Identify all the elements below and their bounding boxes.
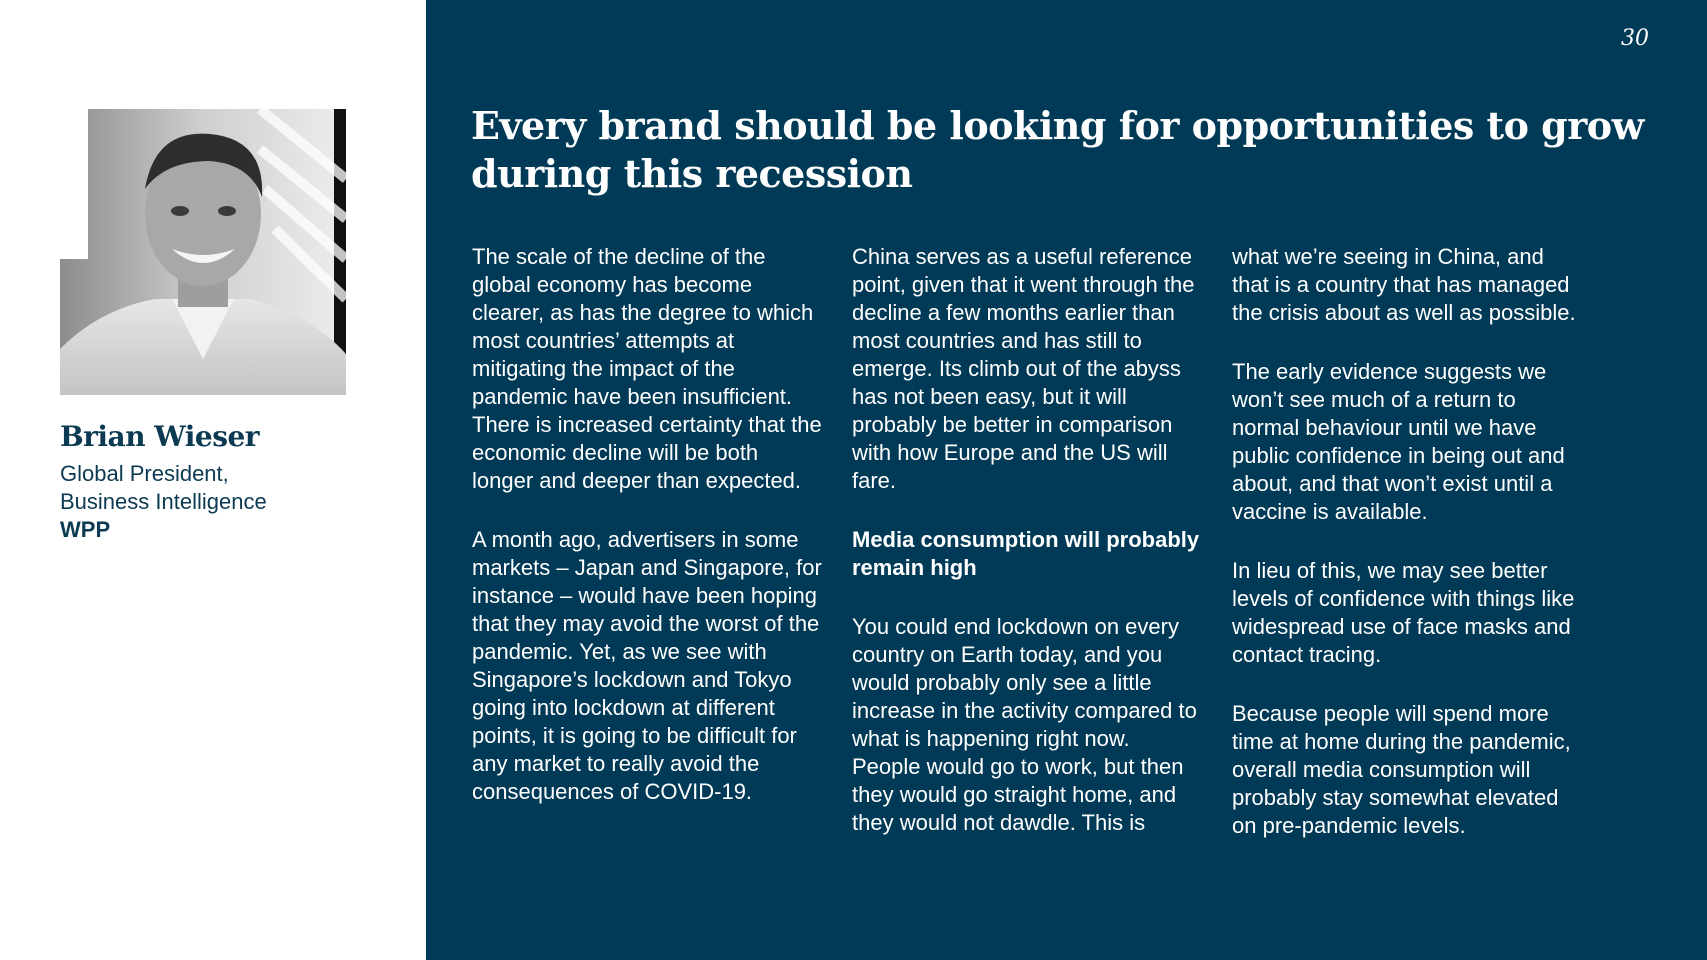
speaker-role bbox=[60, 460, 400, 544]
article-panel bbox=[426, 0, 1707, 960]
portrait-image bbox=[60, 109, 346, 395]
text-column-3 bbox=[1232, 243, 1582, 871]
paragraph: The early evidence suggests we won’t see much of a return to normal behaviour until we have public confidence in being out and about, and that won’t exist until a vaccine is available. bbox=[1232, 359, 1565, 524]
speaker-panel bbox=[0, 0, 426, 960]
text-column-1 bbox=[472, 243, 822, 837]
paragraph: A month ago, advertisers in some markets – Japan and Singapore, for instance – would have been hoping that they may avoid the worst of the pandemic. Yet, as we see with Singapore’s lockdown and Tokyo going into lockdown at different points, it is going to be difficult for any market to really avoid the consequences of COVID-19. bbox=[472, 527, 822, 804]
speaker-title-line1: Global President, bbox=[60, 461, 229, 486]
subheading: Media consumption will probably remain high bbox=[852, 527, 1200, 580]
paragraph: In lieu of this, we may see better levels of confidence with things like widespread use of face masks and contact tracing. bbox=[1232, 558, 1575, 667]
paragraph: You could end lockdown on every country on Earth today, and you would probably only see a little increase in the activity compared to what is happening right now. People would go to work, but then they would go straight home, and they would not dawdle. This is bbox=[852, 614, 1197, 835]
headline: Every brand should be looking for opportunities to grow during this recession bbox=[471, 103, 1644, 196]
text-column-2 bbox=[852, 243, 1202, 868]
paragraph: what we’re seeing in China, and that is a country that has managed the crisis about as well as possible. bbox=[1232, 244, 1576, 325]
speaker-title-line2: Business Intelligence bbox=[60, 489, 267, 514]
page-number: 30 bbox=[1621, 26, 1649, 51]
speaker-photo bbox=[60, 109, 346, 395]
paragraph: China serves as a useful reference point, given that it went through the decline a few months earlier than most countries and has still to emerge. Its climb out of the abyss has not been easy, but it will probably be better in comparison with how Europe and the US will fare. bbox=[852, 244, 1195, 493]
speaker-organization: WPP bbox=[60, 517, 111, 542]
paragraph: Because people will spend more time at home during the pandemic, overall media consumption will probably stay somewhat elevated on pre-pandemic levels. bbox=[1232, 701, 1571, 838]
paragraph: The scale of the decline of the global economy has become clearer, as has the degree to which most countries’ attempts at mitigating the impact of the pandemic have been insufficient. There is increased certainty that the economic decline will be both longer and deeper than expected. bbox=[472, 244, 822, 493]
speaker-name: Brian Wieser bbox=[60, 420, 260, 453]
